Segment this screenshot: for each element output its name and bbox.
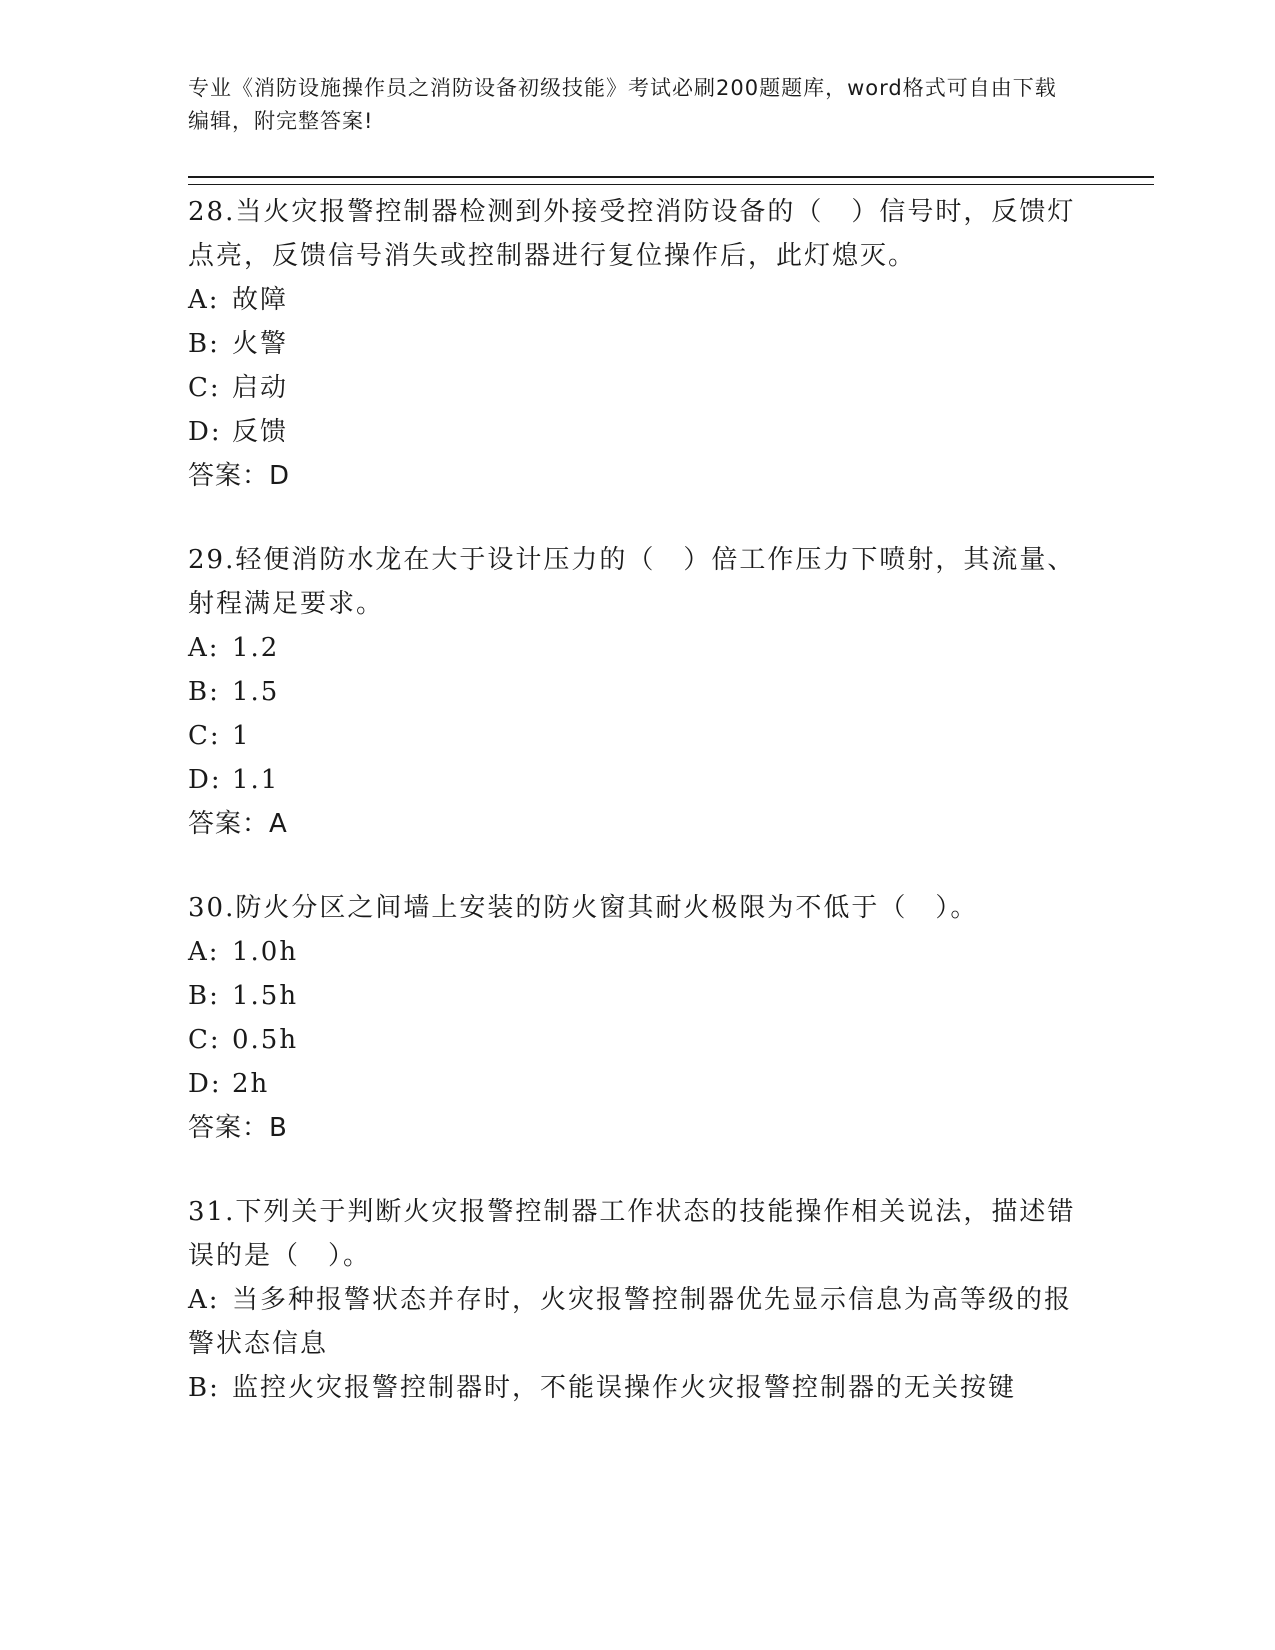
answer-line: 答案：D — [188, 461, 291, 491]
question-list — [188, 190, 1088, 1450]
option-c — [188, 366, 1088, 410]
option-text: 0.5h — [232, 1025, 299, 1055]
question-item — [188, 190, 1088, 498]
option-letter: A: — [188, 285, 220, 315]
option-b — [188, 322, 1088, 366]
question-stem: 31.下列关于判断火灾报警控制器工作状态的技能操作相关说法，描述错误的是（ ）。 — [188, 1197, 1076, 1271]
option-letter: B: — [188, 677, 220, 707]
option-text: 1 — [232, 721, 251, 751]
option-text: 火警 — [232, 329, 289, 359]
question-item — [188, 1190, 1088, 1410]
option-c — [188, 714, 1088, 758]
option-text: 1.5 — [232, 677, 280, 707]
answer-line: 答案：B — [188, 1113, 288, 1143]
option-text: 1.2 — [232, 633, 280, 663]
header-divider — [188, 176, 1154, 185]
question-item — [188, 538, 1088, 846]
question-item — [188, 886, 1088, 1150]
option-letter: B: — [188, 1373, 220, 1403]
question-stem: 30.防火分区之间墙上安装的防火窗其耐火极限为不低于（ ）。 — [188, 893, 979, 923]
option-b — [188, 974, 1088, 1018]
option-d — [188, 758, 1088, 802]
option-letter: D: — [188, 417, 222, 447]
option-text: 1.5h — [232, 981, 299, 1011]
option-text: 1.0h — [232, 937, 299, 967]
document-header — [188, 72, 1068, 138]
option-text: 1.1 — [232, 765, 280, 795]
option-letter: C: — [188, 373, 221, 403]
option-b — [188, 670, 1088, 714]
document-title: 专业《消防设施操作员之消防设备初级技能》考试必刷200题题库，word格式可自由下载编辑，附完整答案! — [188, 76, 1057, 133]
answer-line: 答案：A — [188, 809, 288, 839]
option-letter: B: — [188, 981, 220, 1011]
option-c — [188, 1018, 1088, 1062]
option-text: 反馈 — [232, 417, 289, 447]
option-letter: D: — [188, 1069, 222, 1099]
option-letter: A: — [188, 1285, 220, 1315]
option-letter: A: — [188, 937, 220, 967]
option-letter: C: — [188, 1025, 221, 1055]
option-a — [188, 626, 1088, 670]
option-letter: A: — [188, 633, 220, 663]
question-stem: 29.轻便消防水龙在大于设计压力的（ ）倍工作压力下喷射，其流量、射程满足要求。 — [188, 545, 1076, 619]
option-b — [188, 1366, 1088, 1410]
question-stem: 28.当火灾报警控制器检测到外接受控消防设备的（ ）信号时，反馈灯点亮，反馈信号消失或控制器进行复位操作后，此灯熄灭。 — [188, 197, 1076, 271]
option-letter: B: — [188, 329, 220, 359]
option-a — [188, 930, 1088, 974]
option-a — [188, 1278, 1088, 1366]
option-letter: C: — [188, 721, 221, 751]
option-d — [188, 1062, 1088, 1106]
option-letter: D: — [188, 765, 222, 795]
option-text: 当多种报警状态并存时，火灾报警控制器优先显示信息为高等级的报警状态信息 — [188, 1285, 1073, 1359]
option-text: 启动 — [232, 373, 289, 403]
option-a — [188, 278, 1088, 322]
option-d — [188, 410, 1088, 454]
option-text: 监控火灾报警控制器时，不能误操作火灾报警控制器的无关按键 — [232, 1373, 1017, 1403]
option-text: 故障 — [232, 285, 289, 315]
option-text: 2h — [232, 1069, 270, 1099]
